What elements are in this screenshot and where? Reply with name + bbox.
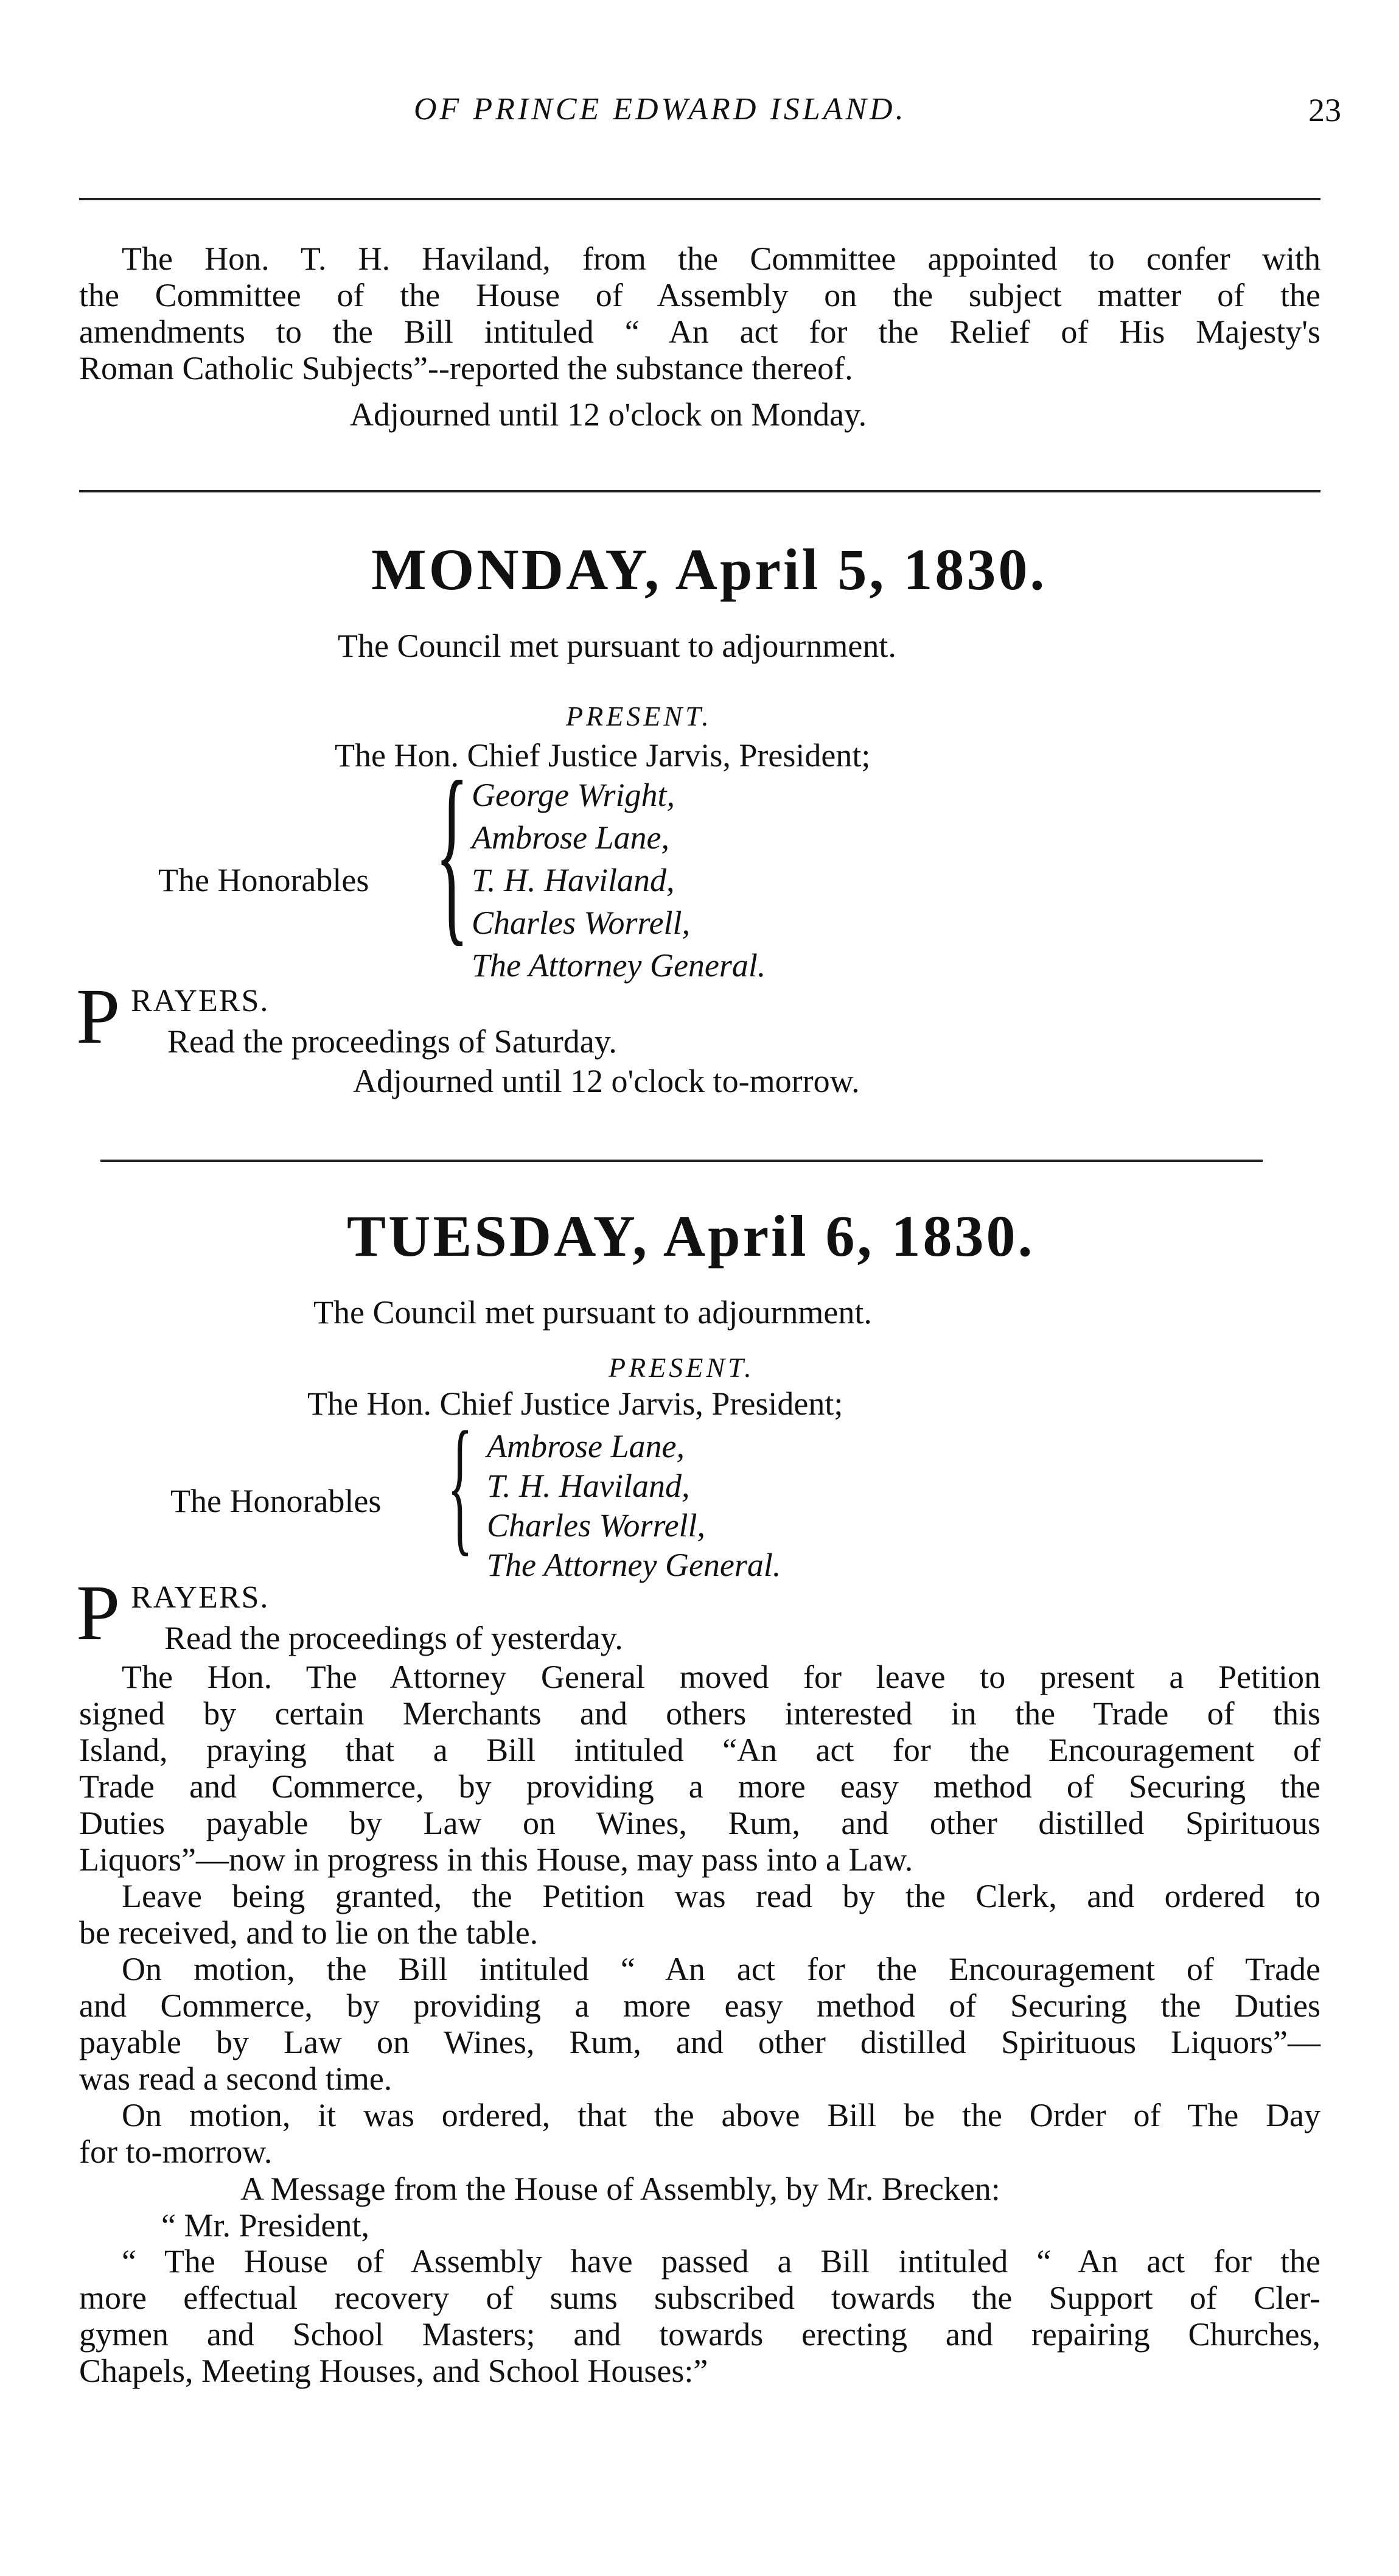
text-line: The Hon. The Attorney General moved for leave to present a Petition xyxy=(122,1659,1321,1695)
tuesday-honorables-label: The Honorables xyxy=(170,1483,382,1519)
brace-icon: { xyxy=(447,1401,473,1569)
prayers-drop-cap: P xyxy=(76,1569,120,1657)
monday-met-line: The Council met pursuant to adjournment. xyxy=(338,628,896,664)
monday-member: The Attorney General. xyxy=(472,947,766,984)
monday-date-heading: MONDAY, April 5, 1830. xyxy=(371,537,1047,602)
text-line: Duties payable by Law on Wines, Rum, and other distilled Spirituous xyxy=(79,1805,1321,1841)
text-line: Trade and Commerce, by providing a more easy method of Securing the xyxy=(79,1768,1321,1805)
text-line: Chapels, Meeting Houses, and School Houses:” xyxy=(79,2353,708,2389)
monday-member: Ambrose Lane, xyxy=(472,819,669,856)
text-line: the Committee of the House of Assembly on the subject matter of the xyxy=(79,277,1321,313)
text-line: was read a second time. xyxy=(79,2060,392,2097)
monday-member: Charles Worrell, xyxy=(472,905,691,941)
adjourned-note: Adjourned until 12 o'clock on Monday. xyxy=(350,396,867,433)
monday-member: George Wright, xyxy=(472,777,675,813)
running-title: OF PRINCE EDWARD ISLAND. xyxy=(414,92,907,127)
leave-granted-paragraph xyxy=(79,1878,1321,1951)
text-line: On motion, the Bill intituled “ An act for the Encouragement of Trade xyxy=(122,1951,1321,1987)
text-line: Roman Catholic Subjects”--reported the substance thereof. xyxy=(79,350,853,387)
text-line: be received, and to lie on the table. xyxy=(79,1914,539,1951)
monday-adjourned-line: Adjourned until 12 o'clock to-morrow. xyxy=(353,1063,860,1099)
tuesday-date-heading: TUESDAY, April 6, 1830. xyxy=(347,1203,1035,1269)
text-line: payable by Law on Wines, Rum, and other distilled Spirituous Liquors”— xyxy=(79,2024,1321,2060)
tuesday-member: T. H. Haviland, xyxy=(487,1468,690,1504)
second-reading-paragraph xyxy=(79,1951,1321,2097)
text-line: amendments to the Bill intituled “ An act for the Relief of His Majesty's xyxy=(79,313,1321,350)
brace-icon: { xyxy=(435,741,469,963)
salutation-line: “ Mr. President, xyxy=(161,2207,369,2244)
text-line: Island, praying that a Bill intituled “An act for the Encouragement of xyxy=(79,1732,1321,1768)
assembly-message-paragraph xyxy=(79,2243,1321,2389)
tuesday-met-line: The Council met pursuant to adjournment. xyxy=(313,1294,872,1331)
text-line: gymen and School Masters; and towards erecting and repairing Churches, xyxy=(79,2316,1321,2353)
monday-president-line: The Hon. Chief Justice Jarvis, President; xyxy=(335,737,871,774)
text-line: On motion, it was ordered, that the above Bill be the Order of The Day xyxy=(122,2097,1321,2133)
committee-report-paragraph xyxy=(79,240,1321,387)
prayers-drop-cap: P xyxy=(76,973,120,1060)
monday-honorables-label: The Honorables xyxy=(158,862,369,898)
text-line: for to-morrow. xyxy=(79,2133,273,2170)
order-of-day-paragraph xyxy=(79,2097,1321,2170)
tuesday-president-line: The Hon. Chief Justice Jarvis, President; xyxy=(307,1385,843,1422)
text-line: signed by certain Merchants and others interested in the Trade of this xyxy=(79,1695,1321,1732)
section-rule xyxy=(79,490,1321,492)
header-rule xyxy=(79,198,1321,200)
tuesday-member: Charles Worrell, xyxy=(487,1507,706,1544)
tuesday-read-line: Read the proceedings of yesterday. xyxy=(164,1620,623,1656)
prayers-heading: RAYERS. xyxy=(131,984,270,1018)
message-line: A Message from the House of Assembly, by Mr. Brecken: xyxy=(240,2171,1000,2207)
section-rule xyxy=(100,1160,1263,1162)
text-line: “ The House of Assembly have passed a Bill intituled “ An act for the xyxy=(122,2243,1321,2280)
text-line: more effectual recovery of sums subscribed towards the Support of Cler- xyxy=(79,2280,1321,2316)
text-line: and Commerce, by providing a more easy method of Securing the Duties xyxy=(79,1987,1321,2024)
prayers-heading: RAYERS. xyxy=(131,1580,270,1615)
monday-present-label: PRESENT. xyxy=(566,701,712,732)
monday-member: T. H. Haviland, xyxy=(472,862,675,898)
petition-paragraph xyxy=(79,1659,1321,1878)
text-line: The Hon. T. H. Haviland, from the Committee appointed to confer with xyxy=(122,240,1321,277)
tuesday-member: Ambrose Lane, xyxy=(487,1428,685,1465)
text-line: Leave being granted, the Petition was read by the Clerk, and ordered to xyxy=(122,1878,1321,1914)
monday-read-line: Read the proceedings of Saturday. xyxy=(167,1023,617,1060)
tuesday-member: The Attorney General. xyxy=(487,1547,781,1583)
text-line: Liquors”—now in progress in this House, may pass into a Law. xyxy=(79,1841,913,1878)
tuesday-present-label: PRESENT. xyxy=(609,1352,755,1383)
page-number: 23 xyxy=(1308,92,1341,128)
